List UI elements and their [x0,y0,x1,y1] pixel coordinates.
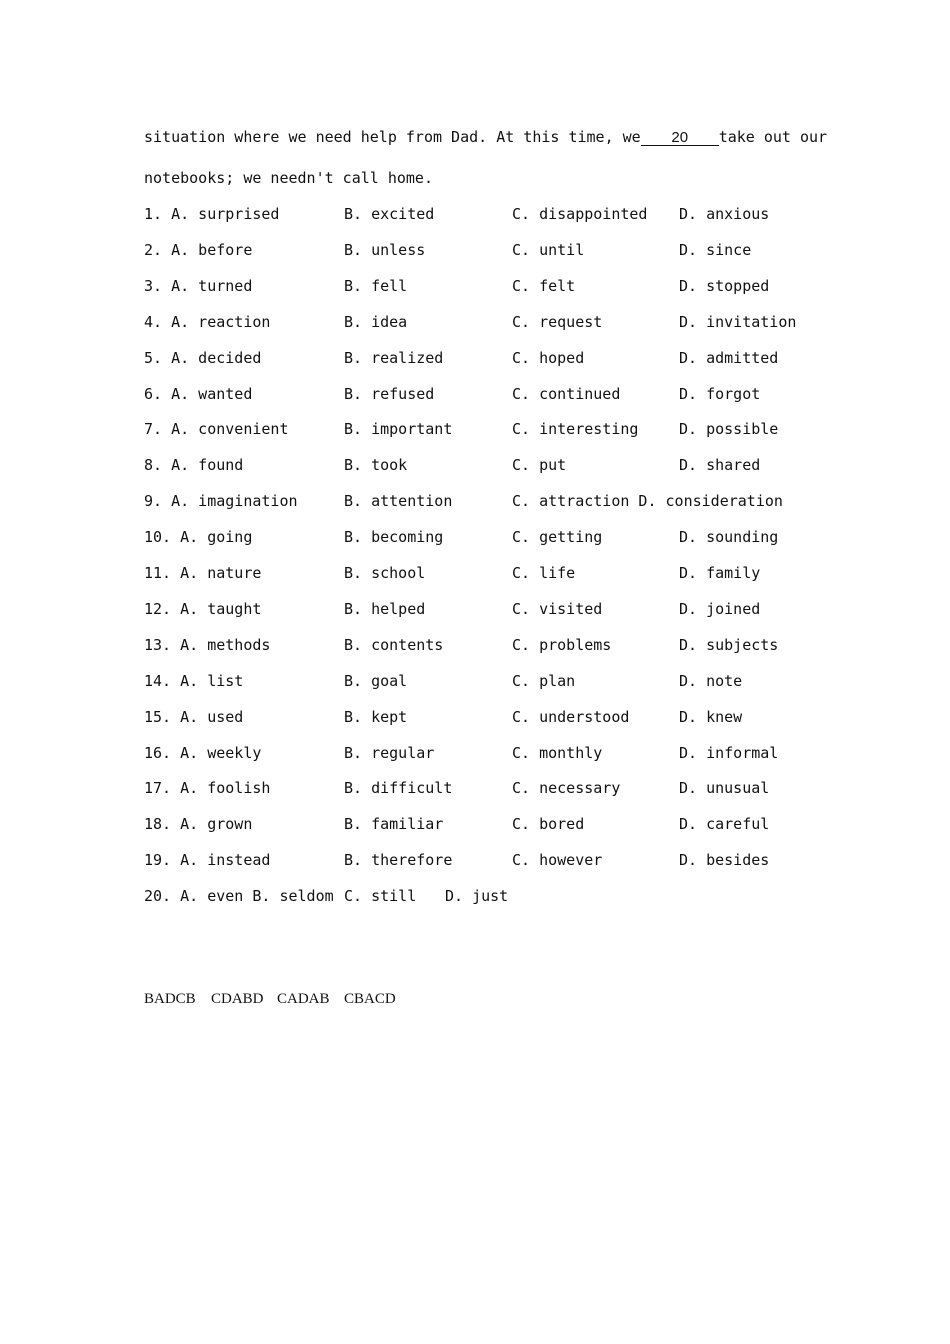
question-row-2 [144,241,844,259]
question-10-option-a: 10. A. going [144,528,253,546]
question-5-option-d: D. admitted [679,349,779,367]
question-2-option-d: D. since [679,241,752,259]
answer-group-2: CDABD [211,991,264,1007]
blank-20: 20 [641,130,719,146]
passage-text-before-blank: situation where we need help from Dad. At this time, we [144,128,641,146]
question-5-option-c: C. hoped [512,349,585,367]
question-4-option-a: 4. A. reaction [144,313,271,331]
question-row-13 [144,636,844,654]
question-14-option-b: B. goal [344,672,408,690]
passage-line-1 [144,128,827,146]
question-7-option-b: B. important [344,420,453,438]
question-6-option-d: D. forgot [679,385,761,403]
answer-group-4: CBACD [344,991,396,1007]
question-13-option-a: 13. A. methods [144,636,271,654]
question-9-option-a: 9. A. imagination [144,492,298,510]
question-1-option-a: 1. A. surprised [144,205,280,223]
question-row-16 [144,744,844,762]
question-11-option-a: 11. A. nature [144,564,262,582]
question-2-option-a: 2. A. before [144,241,253,259]
question-20-option-a-b: 20. A. even B. seldom [144,887,334,905]
answer-group-3: CADAB [277,991,330,1007]
question-15-option-d: D. knew [679,708,743,726]
question-18-option-a: 18. A. grown [144,815,253,833]
question-16-option-b: B. regular [344,744,435,762]
question-11-option-c: C. life [512,564,576,582]
question-13-option-b: B. contents [344,636,444,654]
question-row-4 [144,313,844,331]
question-11-option-b: B. school [344,564,426,582]
question-14-option-d: D. note [679,672,743,690]
question-16-option-a: 16. A. weekly [144,744,262,762]
question-7-option-c: C. interesting [512,420,639,438]
question-4-option-c: C. request [512,313,603,331]
question-row-8 [144,456,844,474]
question-10-option-c: C. getting [512,528,603,546]
question-10-option-d: D. sounding [679,528,779,546]
question-1-option-d: D. anxious [679,205,770,223]
question-14-option-c: C. plan [512,672,576,690]
question-20-option-d: D. just [445,887,509,905]
question-19-option-d: D. besides [679,851,770,869]
question-2-option-b: B. unless [344,241,426,259]
question-7-option-a: 7. A. convenient [144,420,289,438]
question-row-19 [144,851,844,869]
question-row-15 [144,708,844,726]
question-14-option-a: 14. A. list [144,672,244,690]
question-9-option-b: B. attention [344,492,453,510]
question-row-17 [144,779,844,797]
question-row-6 [144,385,844,403]
question-6-option-a: 6. A. wanted [144,385,253,403]
question-16-option-c: C. monthly [512,744,603,762]
question-19-option-a: 19. A. instead [144,851,271,869]
question-row-10 [144,528,844,546]
question-1-option-b: B. excited [344,205,435,223]
question-3-option-b: B. fell [344,277,408,295]
question-19-option-b: B. therefore [344,851,453,869]
question-18-option-c: C. bored [512,815,585,833]
passage-text-after-blank: take out our [718,128,828,146]
question-8-option-a: 8. A. found [144,456,244,474]
question-3-option-d: D. stopped [679,277,770,295]
question-11-option-d: D. family [679,564,761,582]
question-3-option-a: 3. A. turned [144,277,253,295]
question-18-option-b: B. familiar [344,815,444,833]
question-row-3 [144,277,844,295]
answer-group-1: BADCB [144,991,196,1007]
question-13-option-c: C. problems [512,636,612,654]
question-19-option-c: C. however [512,851,603,869]
question-17-option-b: B. difficult [344,779,453,797]
question-10-option-b: B. becoming [344,528,444,546]
question-8-option-b: B. took [344,456,408,474]
question-12-option-d: D. joined [679,600,761,618]
question-20-option-c: C. still [344,887,417,905]
question-1-option-c: C. disappointed [512,205,648,223]
question-5-option-a: 5. A. decided [144,349,262,367]
question-6-option-b: B. refused [344,385,435,403]
question-17-option-a: 17. A. foolish [144,779,271,797]
question-17-option-d: D. unusual [679,779,770,797]
question-12-option-a: 12. A. taught [144,600,262,618]
question-7-option-d: D. possible [679,420,779,438]
question-row-20 [144,887,844,905]
question-6-option-c: C. continued [512,385,621,403]
question-2-option-c: C. until [512,241,585,259]
question-row-18 [144,815,844,833]
question-row-11 [144,564,844,582]
question-12-option-b: B. helped [344,600,426,618]
question-12-option-c: C. visited [512,600,603,618]
question-row-9 [144,492,844,510]
question-4-option-d: D. invitation [679,313,797,331]
question-row-12 [144,600,844,618]
question-4-option-b: B. idea [344,313,408,331]
question-9-option-c: C. attraction D. consideration [512,492,783,510]
question-row-14 [144,672,844,690]
question-row-7 [144,420,844,438]
question-row-5 [144,349,844,367]
question-15-option-a: 15. A. used [144,708,244,726]
question-5-option-b: B. realized [344,349,444,367]
question-3-option-c: C. felt [512,277,576,295]
question-17-option-c: C. necessary [512,779,621,797]
passage-line-2: notebooks; we needn't call home. [144,169,433,187]
question-15-option-c: C. understood [512,708,630,726]
question-15-option-b: B. kept [344,708,408,726]
question-16-option-d: D. informal [679,744,779,762]
question-18-option-d: D. careful [679,815,770,833]
question-8-option-d: D. shared [679,456,761,474]
question-8-option-c: C. put [512,456,567,474]
question-row-1 [144,205,844,223]
question-13-option-d: D. subjects [679,636,779,654]
